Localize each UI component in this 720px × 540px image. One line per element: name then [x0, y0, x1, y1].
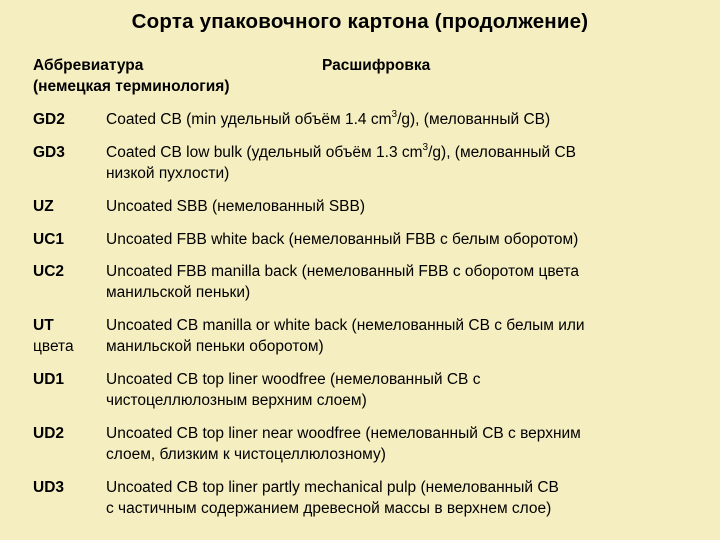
row-abbreviation: UC1 [33, 231, 65, 248]
row-description-line1: Uncoated CB top liner near woodfree (немелованный CB с верхним [106, 425, 581, 442]
row-abbreviation-line2: цвета [33, 338, 74, 355]
row-description-line1: Uncoated SBB (немелованный SBB) [106, 198, 366, 215]
row-abbreviation: GD2 [33, 111, 65, 128]
row-description [106, 477, 706, 519]
row-description-line1: Uncoated CB top liner woodfree (немелованный CB с [106, 371, 481, 388]
row-description-line2: чистоцеллюлозным верхним слоем) [106, 392, 367, 409]
row-abbreviation: UC2 [33, 263, 65, 280]
row-abbreviation: UD2 [33, 425, 65, 442]
abbreviation-column-header [33, 55, 230, 97]
row-description-line1: Uncoated FBB white back (немелованный FBB с белым оборотом) [106, 231, 579, 248]
row-description-line2: с частичным содержанием древесной массы в верхнем слое) [106, 500, 552, 517]
abbreviation-header-line1: Аббревиатура [33, 57, 144, 74]
row-description [106, 369, 706, 411]
row-description [106, 261, 706, 303]
row-abbreviation [33, 315, 101, 357]
row-abbreviation: UD1 [33, 371, 65, 388]
row-abbreviation-line1: UT [33, 317, 54, 334]
row-description [106, 142, 706, 184]
row-description-line2: манильской пеньки) [106, 284, 251, 301]
row-description [106, 109, 706, 130]
page-title: Сорта упаковочного картона (продолжение) [131, 10, 589, 33]
row-abbreviation: UD3 [33, 479, 65, 496]
row-description-line2: низкой пухлости) [106, 165, 230, 182]
row-description-line1: Uncoated CB top liner partly mechanical pulp (немелованный CB [106, 479, 559, 496]
row-description-line2: слоем, близким к чистоцеллюлозному) [106, 446, 386, 463]
row-description [106, 196, 706, 217]
row-description-line1: Coated CB (min удельный объём 1.4 $cm^3/g$), (мелованный CB) [106, 108, 551, 128]
row-description [106, 423, 706, 465]
row-description-line1: Uncoated FBB manilla back (немелованный FBB с оборотом цвета [106, 263, 580, 280]
row-description-line1: Coated CB low bulk (удельный объём 1.3 $cm^3/g$), (мелованный CB [106, 141, 577, 161]
row-abbreviation: GD3 [33, 144, 65, 161]
abbreviation-header-line2: (немецкая терминология) [33, 78, 230, 95]
row-description [106, 229, 706, 250]
row-abbreviation: UZ [33, 198, 54, 215]
row-description [106, 315, 706, 357]
row-description-line2: манильской пеньки оборотом) [106, 338, 324, 355]
row-description-line1: Uncoated CB manilla or white back (немелованный CB с белым или [106, 317, 585, 334]
decoding-column-header: Расшифровка [322, 57, 431, 74]
